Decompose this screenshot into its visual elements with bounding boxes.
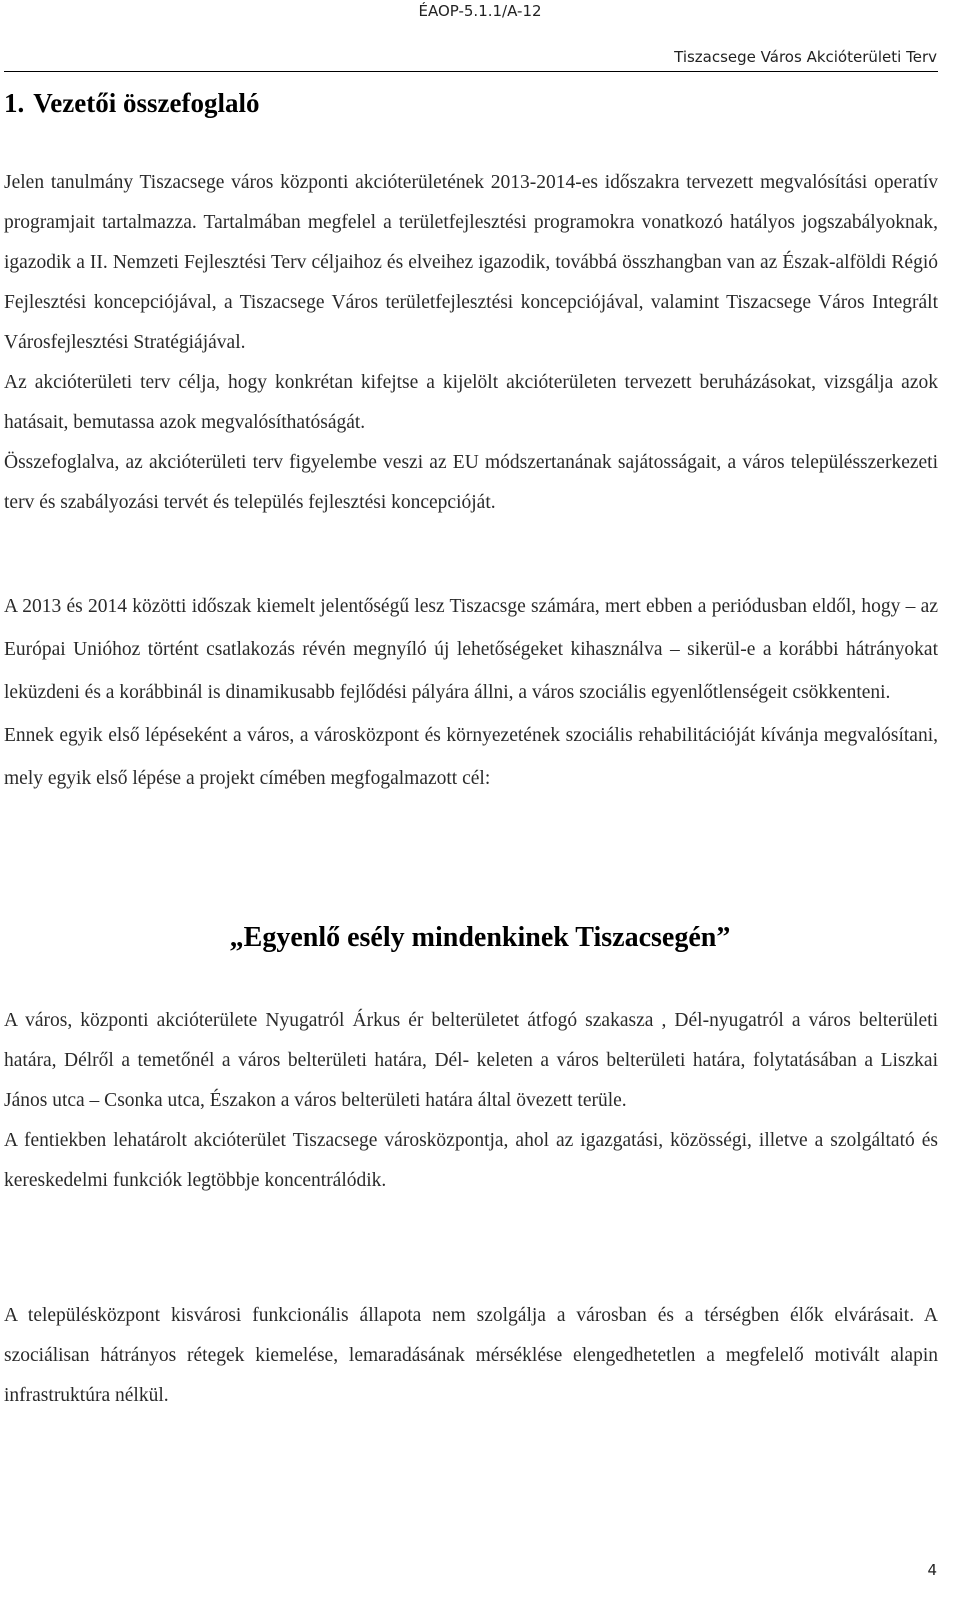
body-block-top (4, 163, 938, 523)
paragraph-area-boundaries: A város, központi akcióterülete Nyugatról Árkus ér belterületet átfogó szakasza , Dél-nyugatról a város belterületi határa, Délről a temetőnél a város belterületi határa, Dél- keleten a város belterületi határa, folytatásában a Liszkai János utca – Csonka utca, Északon a város belterületi határa által övezett terüle. (4, 1010, 938, 1111)
paragraph-summary: Összefoglalva, az akcióterületi terv figyelembe veszi az EU módszertanának sajátosságait, a város településszerkezeti terv és szabályozási tervét és település fejlesztési koncepcióját. (4, 452, 938, 513)
project-motto: „Egyenlő esély mindenkinek Tiszacsegén” (229, 922, 731, 953)
body-block-last (4, 1296, 938, 1416)
body-block-bottom (4, 1001, 938, 1201)
paragraph-period: A 2013 és 2014 közötti időszak kiemelt jelentőségű lesz Tiszacsge számára, mert ebben a periódusban eldől, hogy – az Európai Unióhoz történt csatlakozás révén megnyíló új lehetőségeket kihasználva – sikerül-e a korábbi hátrányokat leküzdeni és a korábbinál is dinamikusabb fejlődési pályára állni, a város szociális egyenlőtlenségeit csökkenteni. (4, 596, 938, 703)
paragraph-infrastructure: A településközpont kisvárosi funkcionális állapota nem szolgálja a városban és a térségben élők elvárásait. A szociálisan hátrányos rétegek kiemelése, lemaradásának mérséklése elengedhetetlen a megfelelő motivált alapin infrastruktúra nélkül. (4, 1305, 938, 1406)
header-divider (4, 71, 938, 72)
section-number: 1. (4, 88, 25, 118)
body-block-middle (4, 585, 938, 800)
paragraph-first-step: Ennek egyik első lépéseként a város, a városközpont és környezetének szociális rehabilitációját kívánja megvalósítani, mely egyik első lépése a projekt címében megfogalmazott cél: (4, 725, 938, 789)
paragraph-area-center: A fentiekben lehatárolt akcióterület Tiszacsege városközpontja, ahol az igazgatási, közösségi, illetve a szolgáltató és kereskedelmi funkciók legtöbbje koncentrálódik. (4, 1130, 938, 1191)
section-heading (4, 88, 259, 119)
section-title: Vezetői összefoglaló (33, 88, 260, 118)
paragraph-goal: Az akcióterületi terv célja, hogy konkrétan kifejtse a kijelölt akcióterületen tervezett beruházásokat, vizsgálja azok hatásait, bemutassa azok megvalósíthatóságát. (4, 372, 938, 433)
header-project-code: ÉAOP-5.1.1/A-12 (418, 2, 542, 20)
paragraph-intro: Jelen tanulmány Tiszacsege város központi akcióterületének 2013-2014-es időszakra tervezett megvalósítási operatív programjait tartalmazza. Tartalmában megfelel a területfejlesztési programokra vonatkozó hatályos jogszabályoknak, igazodik a II. Nemzeti Fejlesztési Terv céljaihoz és elveihez igazodik, továbbá összhangban van az Észak-alföldi Régió Fejlesztési koncepciójával, a Tiszacsege Város területfejlesztési koncepciójával, valamint Tiszacsege Város Integrált Városfejlesztési Stratégiájával. (4, 172, 938, 353)
page-number: 4 (927, 1561, 937, 1579)
header-document-title: Tiszacsege Város Akcióterületi Terv (674, 48, 937, 66)
